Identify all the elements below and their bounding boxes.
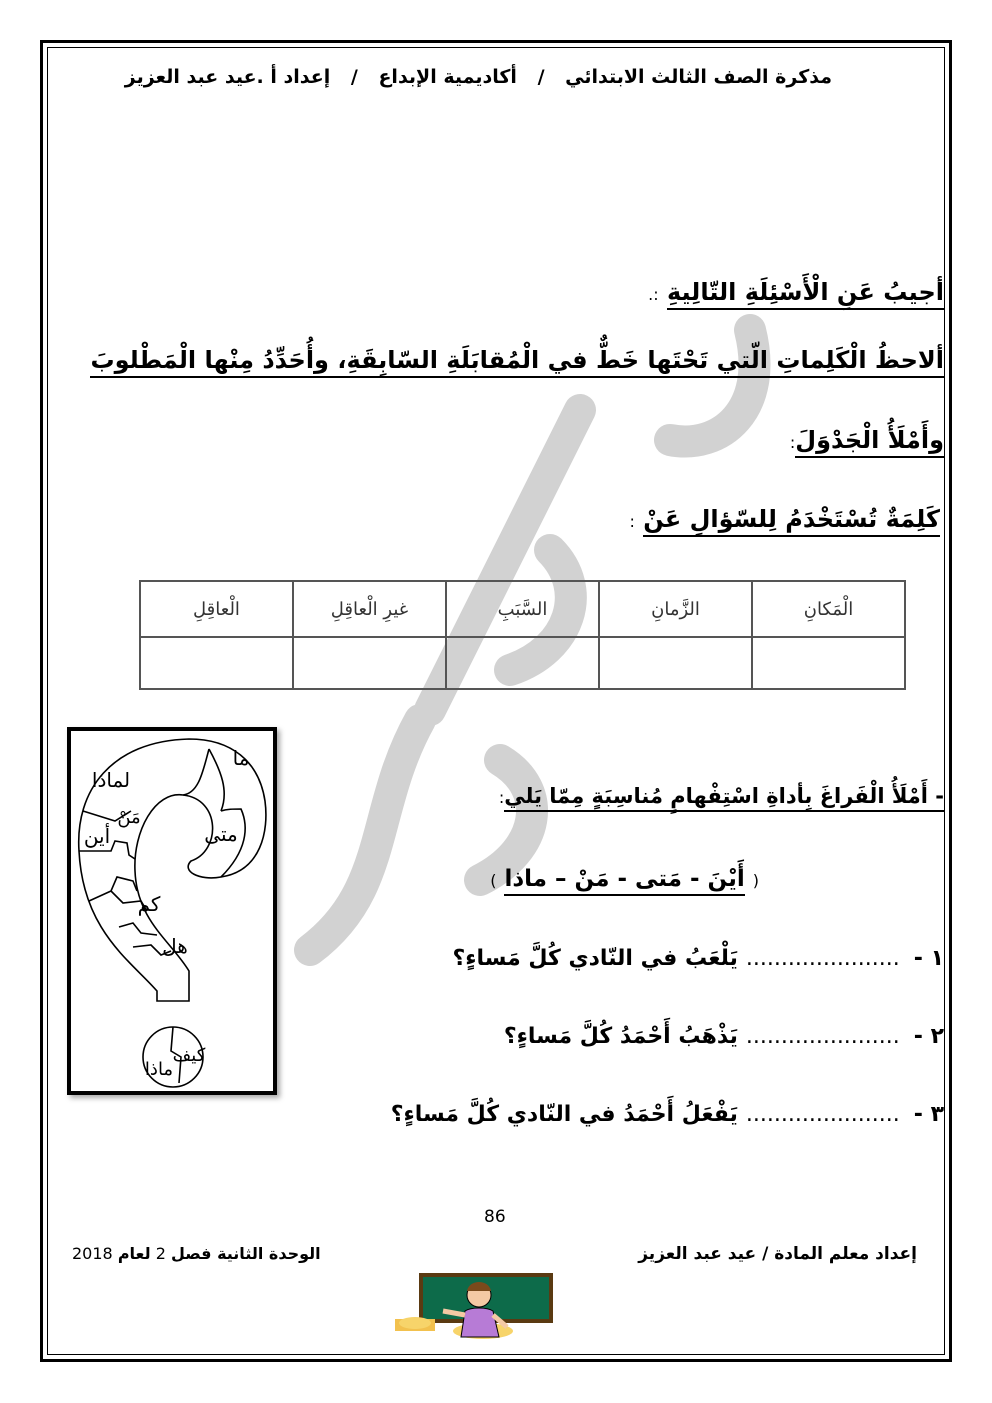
puzzle-word: كم	[137, 892, 161, 916]
header-separator: /	[350, 66, 358, 88]
table-answer-cell[interactable]	[140, 637, 293, 689]
footer-unit-number: 2	[155, 1244, 166, 1263]
instruction-line-3-suffix: :	[629, 512, 635, 531]
table-header-cell: الْعاقِلِ	[140, 581, 293, 637]
instruction-line-2-suffix: :	[789, 433, 796, 452]
fill-item-blank[interactable]: ......................	[745, 946, 900, 971]
puzzle-word: ما	[232, 746, 250, 770]
fill-item-blank[interactable]: ......................	[745, 1102, 900, 1127]
fill-item-number: ٢ -	[913, 1024, 944, 1049]
instruction-line-2-text: وأَمْلَأُ الْجَدْوَلَ	[795, 426, 944, 458]
instruction-line-3-text: كَلِمَةٌ تُسْتَخْدَمُ لِلسّؤالِ عَنْ	[643, 505, 940, 537]
questions-title-suffix: :.	[648, 285, 659, 304]
table-answer-cell[interactable]	[599, 637, 752, 689]
fill-item	[504, 1024, 944, 1049]
fill-item-number: ٣ -	[913, 1102, 944, 1127]
table-answer-cell[interactable]	[446, 637, 599, 689]
table-header-cell: الْمَكانِ	[752, 581, 905, 637]
fill-blank-title-suffix: :	[498, 788, 505, 807]
header	[111, 66, 832, 88]
footer-author: إعداد معلم المادة / عيد عبد العزيز	[638, 1244, 917, 1264]
footer-year: 2018	[72, 1244, 113, 1263]
fill-item-number: ١ -	[913, 946, 944, 971]
instruction-line-3	[629, 505, 940, 533]
puzzle-word: كيف	[172, 1045, 206, 1066]
puzzle-word: لماذا	[91, 768, 131, 792]
tools-list: أَيْنَ - مَتى - مَنْ – ماذا	[504, 866, 744, 896]
fill-item	[391, 1102, 944, 1127]
table-answer-cell[interactable]	[293, 637, 446, 689]
header-author: إعداد أ .عيد عبد العزيز	[124, 66, 331, 88]
puzzle-word: مَنْ	[117, 807, 141, 828]
fill-item-text: يَفْعَلُ أَحْمَدُ في النّادي كُلَّ مَساءٍ؟	[390, 1102, 738, 1127]
table-header-cell: السَّبَبِ	[446, 581, 599, 637]
answer-table	[139, 580, 906, 690]
puzzle-word: ماذا	[144, 1059, 174, 1080]
footer-unit-text: الوحدة الثانية فصل	[170, 1244, 321, 1263]
puzzle-word: متى	[204, 822, 238, 846]
tools-close-paren: )	[490, 871, 497, 890]
fill-item-text: يَذْهَبُ أَحْمَدُ كُلَّ مَساءٍ؟	[503, 1024, 738, 1049]
fill-item-text: يَلْعَبُ في النّادي كُلَّ مَساءٍ؟	[452, 946, 738, 971]
table-header-cell: الزَّمانِ	[599, 581, 752, 637]
fill-blank-title	[499, 784, 944, 808]
table-header-cell: غيرِ الْعاقِلِ	[293, 581, 446, 637]
header-academy: أكاديمية الإبداع	[378, 66, 517, 88]
header-memo: مذكرة الصف الثالث الابتدائي	[565, 66, 832, 88]
instruction-line-1	[90, 346, 944, 374]
table-answer-row	[140, 637, 905, 689]
fill-item	[452, 946, 944, 971]
teacher-clipart	[395, 1271, 553, 1339]
question-tools	[490, 866, 759, 892]
header-separator: /	[537, 66, 545, 88]
questions-title-text: أجيبُ عَنِ الْأَسْئِلَةِ التّالِيةِ	[667, 278, 944, 310]
table-header-row	[140, 581, 905, 637]
footer-unit	[72, 1244, 321, 1263]
table-answer-cell[interactable]	[752, 637, 905, 689]
page-number: 86	[484, 1207, 506, 1227]
question-mark-puzzle-drawing	[71, 731, 273, 1091]
page-frame-inner	[47, 47, 945, 1355]
footer-year-label: لعام	[117, 1244, 151, 1263]
tools-open-paren: (	[752, 871, 759, 890]
fill-item-blank[interactable]: ......................	[745, 1024, 900, 1049]
puzzle-word: أين	[83, 824, 111, 848]
questions-title	[648, 278, 944, 306]
instruction-line-1-text: ألاحظُ الْكَلِماتِ الّتي تَحْتَها خَطٌّ في الْمُقابَلَةِ السّابِقَةِ، وأُحَدِّدُ مِنْها الْمَطْلوبَ	[90, 346, 944, 378]
instruction-line-2	[790, 426, 944, 454]
fill-blank-title-text: - أَمْلَأُ الْفَراغَ بِأداةِ اسْتِفْهامٍ مُناسِبَةٍ مِمّا يَلي	[504, 784, 944, 812]
question-mark-puzzle	[67, 727, 277, 1095]
puzzle-word: هل	[162, 934, 188, 958]
